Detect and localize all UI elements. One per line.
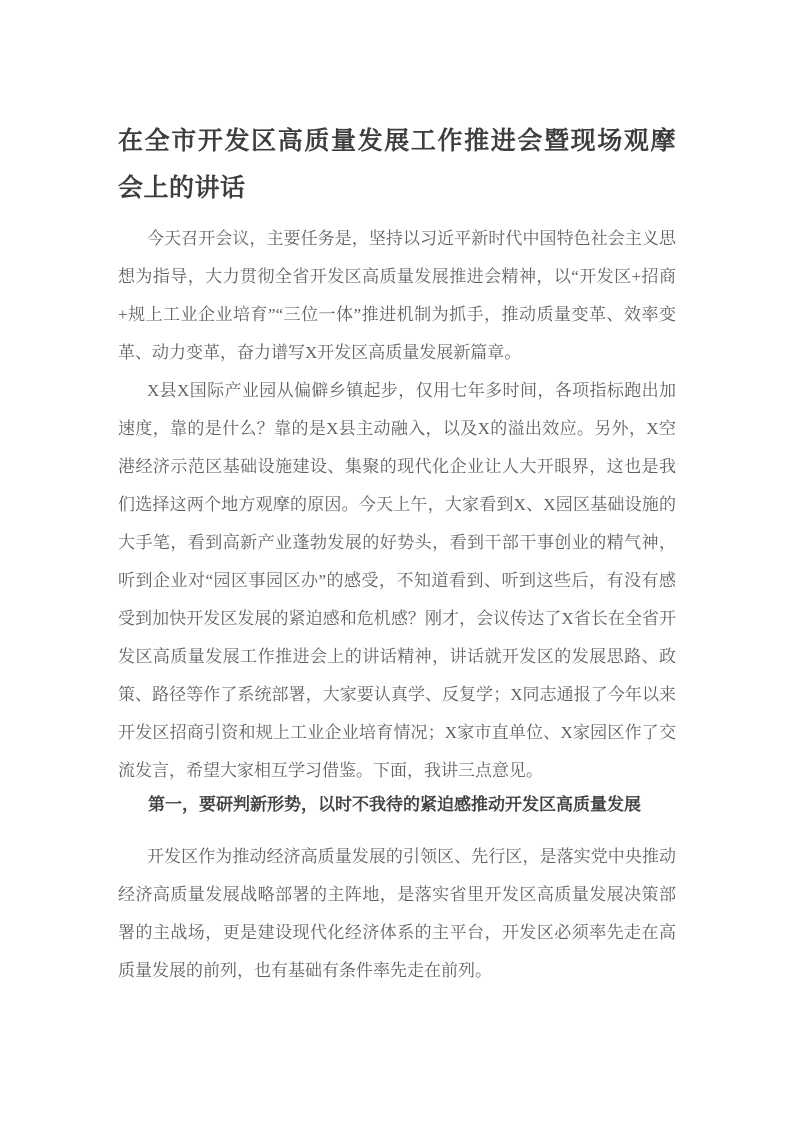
paragraph-development-zone-role: 开发区作为推动经济高质量发展的引领区、先行区，是落实党中央推动经济高质量发展战略部署的主阵地，是落实省里开发区高质量发展决策部署的主战场，更是建设现代化经济体系的主平台，开发区必须率先走在高质量发展的前列，也有基础有条件率先走在前列。 bbox=[118, 847, 676, 980]
paragraph-meeting-purpose: 今天召开会议，主要任务是，坚持以习近平新时代中国特色社会主义思想为指导，大力贯彻全省开发区高质量发展推进会精神，以“开发区+招商+规上工业企业培育”“三位一体”推进机制为抓手，推动质量变革、效率变革、动力变革，奋力谱写X开发区高质量发展新篇章。 bbox=[118, 229, 676, 362]
section-heading-first-point: 第一，要研判新形势，以时不我待的紧迫感推动开发区高质量发展 bbox=[148, 795, 641, 814]
paragraph-observation-summary: X县X国际产业园从偏僻乡镇起步，仅用七年多时间，各项指标跑出加速度，靠的是什么？靠的是X县主动融入，以及X的溢出效应。另外，X空港经济示范区基础设施建设、集聚的现代化企业让人大开眼界，这也是我们选择这两个地方观摩的原因。今天上午，大家看到X、X园区基础设施的大手笔，看到高新产业蓬勃发展的好势头，看到干部干事创业的精气神，听到企业对“园区事园区办”的感受，不知道看到、听到这些后，有没有感受到加快开发区发展的紧迫感和危机感？刚才，会议传达了X省长在全省开发区高质量发展工作推进会上的讲话精神，讲话就开发区的发展思路、政策、路径等作了系统部署，大家要认真学、反复学；X同志通报了今年以来开发区招商引资和规上工业企业培育情况；X家市直单位、X家园区作了交流发言，希望大家相互学习借鉴。下面，我讲三点意见。 bbox=[118, 381, 676, 780]
document-title: 在全市开发区高质量发展工作推进会暨现场观摩会上的讲话 bbox=[118, 127, 676, 202]
